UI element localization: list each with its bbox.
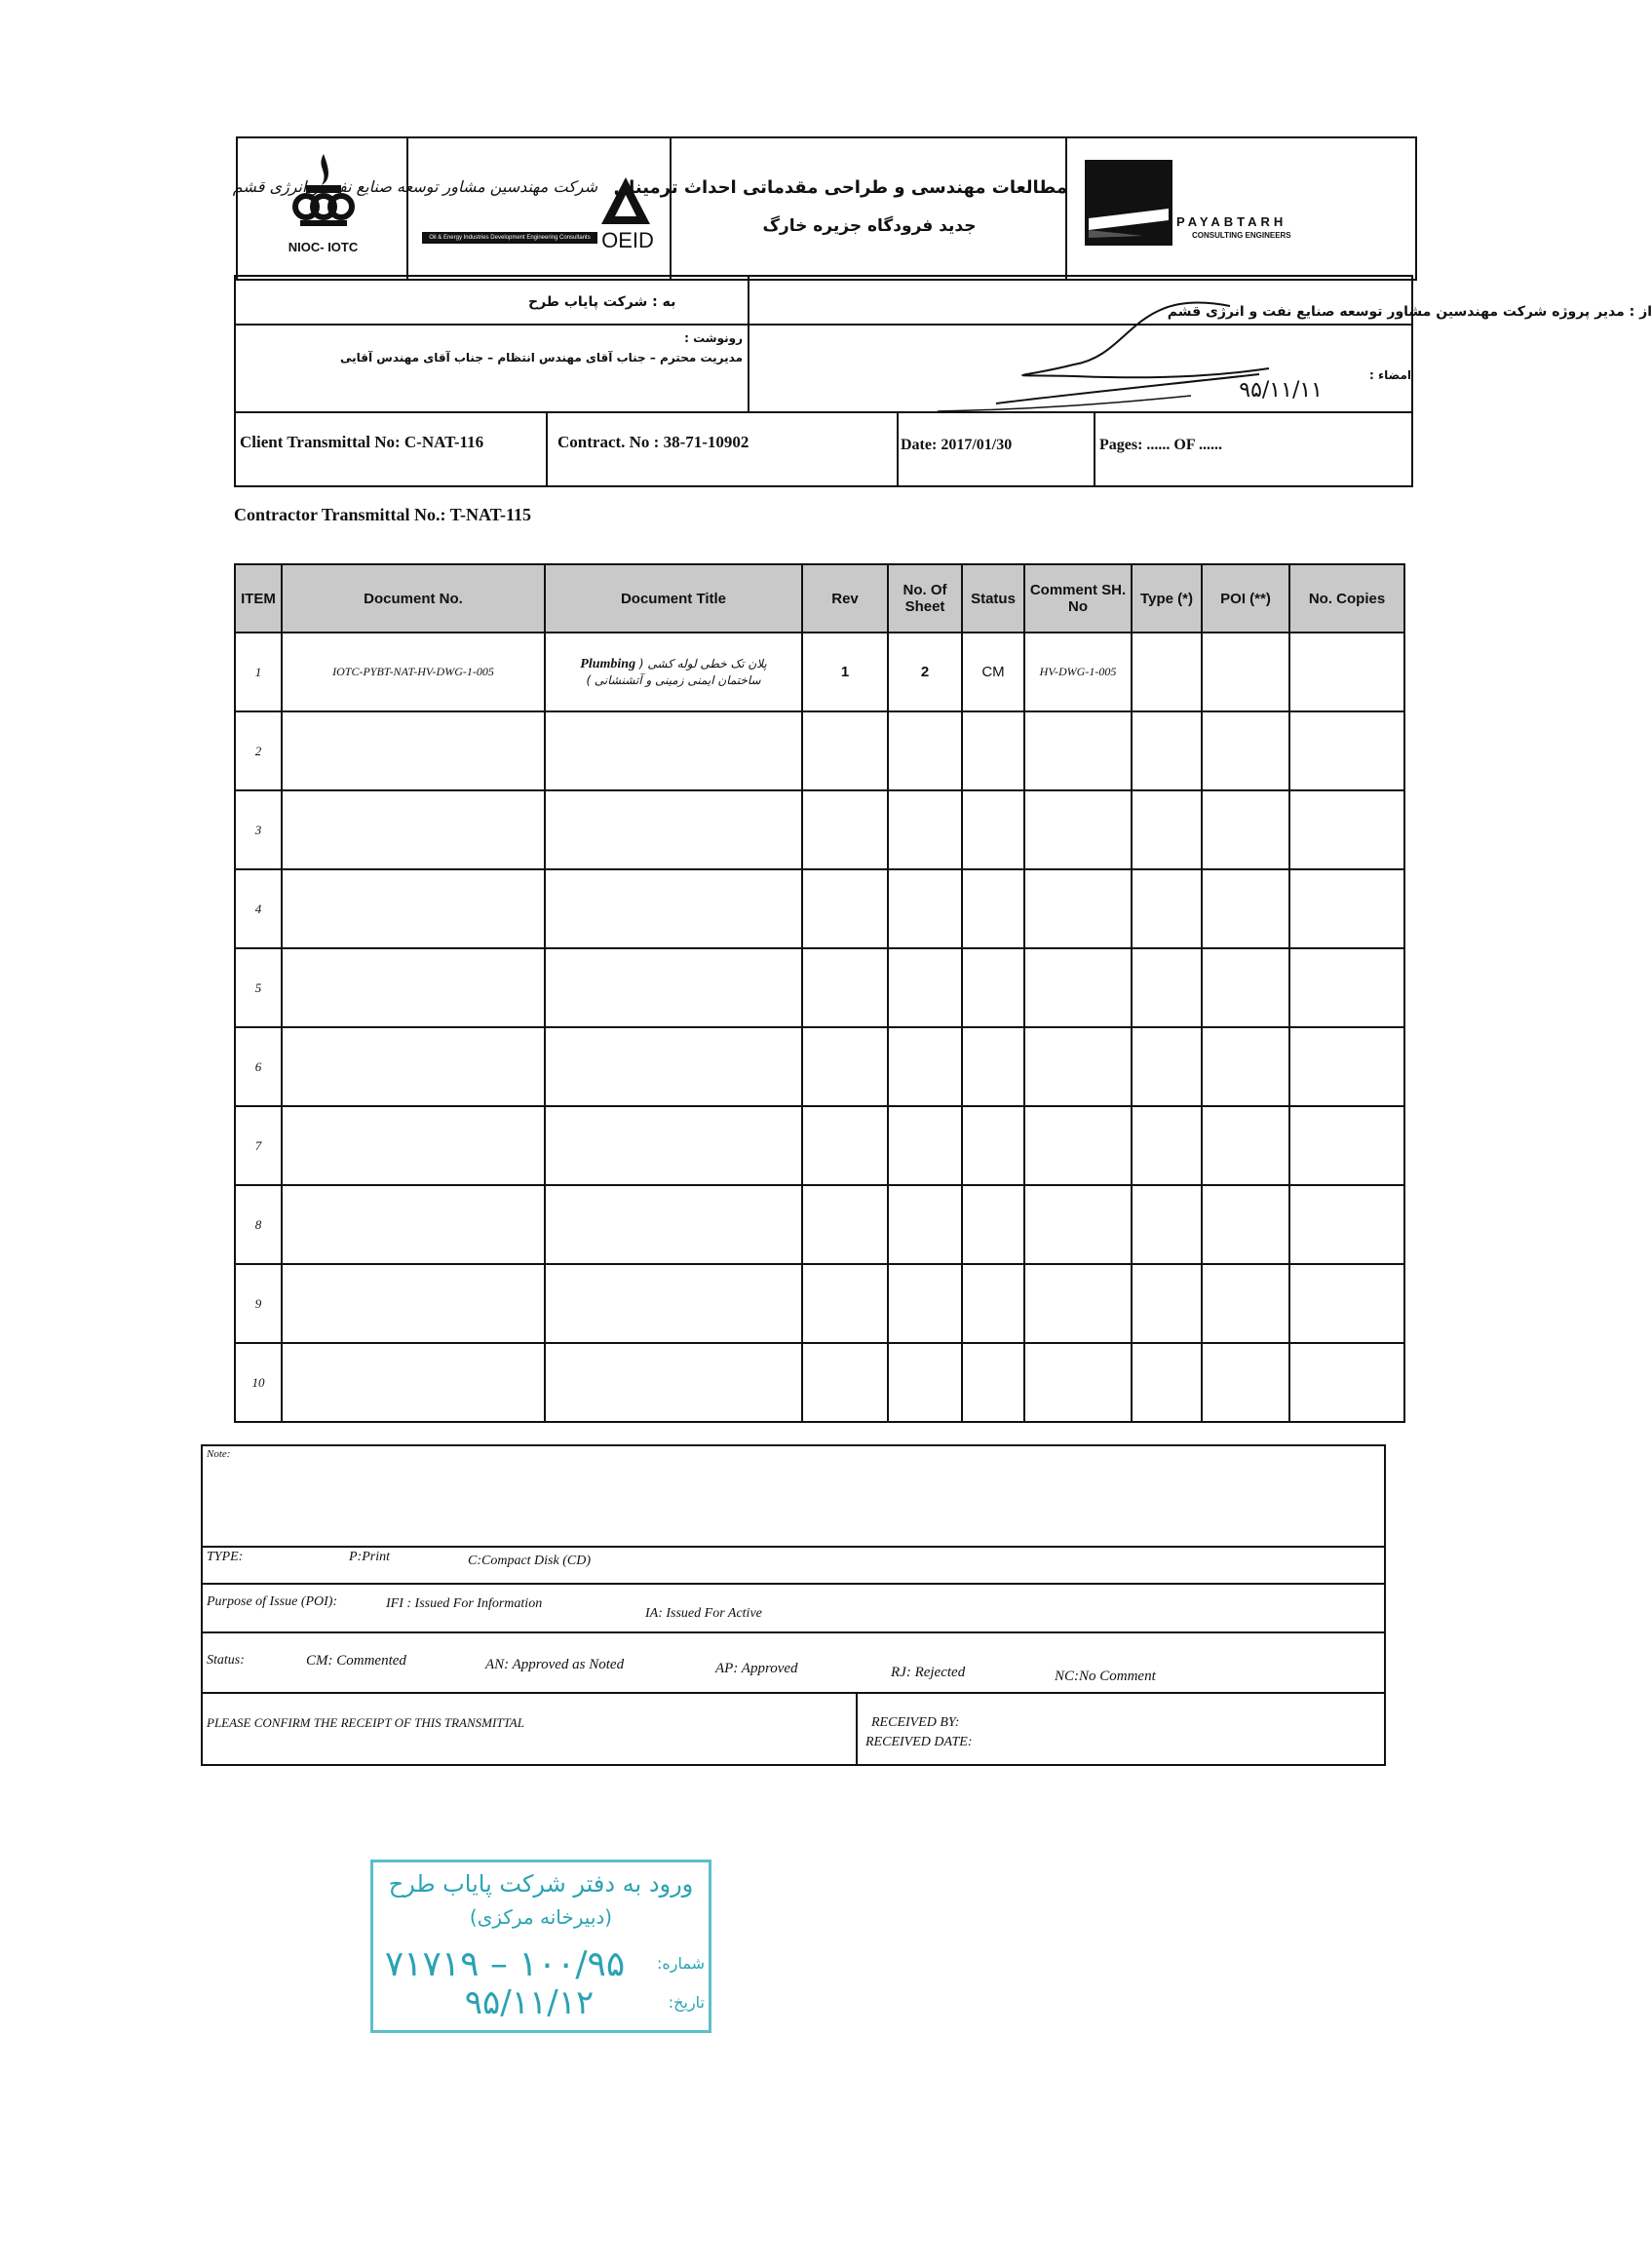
table-row (235, 1027, 1404, 1106)
row-title-fa-2: ساختمان ایمنی زمینی و آتشنشانی ) (586, 673, 761, 687)
legend-block (201, 1444, 1386, 1766)
stamp-date-label: تاریخ: (668, 1993, 705, 2012)
payabtarh-subtitle: CONSULTING ENGINEERS (1192, 231, 1291, 240)
col-comment-sh-no: Comment SH. No (1024, 564, 1132, 633)
table-row (235, 711, 1404, 790)
row-document-title (545, 633, 802, 711)
col-poi: POI (**) (1202, 564, 1289, 633)
niok-logo-cell (238, 138, 408, 279)
row-item: 10 (235, 1343, 282, 1422)
type-print: P:Print (349, 1550, 390, 1564)
table-row (235, 790, 1404, 869)
routing-row-2 (234, 324, 1413, 413)
document-table (234, 563, 1405, 1423)
stamp-number-value: ۷۱۷۱۹ – ۱۰۰/۹۵ (384, 1944, 626, 1984)
payabtarh-name: PAYABTARH (1176, 214, 1287, 229)
status-an: AN: Approved as Noted (485, 1657, 625, 1672)
table-header-row (235, 564, 1404, 633)
row-item: 5 (235, 948, 282, 1027)
confirm-receipt-text: PLEASE CONFIRM THE RECEIPT OF THIS TRANSMITTAL (207, 1715, 524, 1730)
niok-label: NIOC- IOTC (288, 240, 359, 254)
col-document-no: Document No. (282, 564, 545, 633)
payabtarh-logo-icon (1085, 160, 1172, 246)
transmittal-date: Date: 2017/01/30 (901, 437, 1013, 453)
table-row (235, 633, 1404, 711)
contractor-transmittal: Contractor Transmittal No.: T-NAT-115 (234, 505, 532, 524)
received-date-label: RECEIVED DATE: (865, 1735, 973, 1749)
row-title-en: Plumbing (580, 657, 636, 672)
col-no-of-sheet: No. Of Sheet (888, 564, 962, 633)
row-item: 4 (235, 869, 282, 948)
row-item: 6 (235, 1027, 282, 1106)
header-block (232, 136, 1417, 281)
table-row (235, 1106, 1404, 1185)
poi-ia: IA: Issued For Active (645, 1606, 762, 1621)
col-rev: Rev (802, 564, 888, 633)
row-item: 9 (235, 1264, 282, 1343)
table-row (235, 1264, 1404, 1343)
status-nc: NC:No Comment (1055, 1669, 1156, 1684)
pages-field: Pages: ...... OF ...... (1099, 437, 1223, 453)
signature-label: امضاء : (1369, 368, 1411, 382)
status-label: Status: (207, 1653, 245, 1668)
status-rj: RJ: Rejected (891, 1665, 966, 1680)
col-document-title: Document Title (545, 564, 802, 633)
row-comment-sh-no: HV-DWG-1-005 (1024, 633, 1132, 711)
note-label: Note: (207, 1448, 231, 1460)
poi-ifi: IFI : Issued For Information (386, 1596, 543, 1611)
row-no-copies (1289, 633, 1404, 711)
niok-flame-logo-icon (287, 152, 361, 242)
client-transmittal: Client Transmittal No: C-NAT-116 (240, 433, 484, 451)
to-field: به : شرکت پایاب طرح (528, 294, 676, 310)
signature-date: ۹۵/۱۱/۱۱ (1239, 378, 1323, 403)
col-item: ITEM (235, 564, 282, 633)
from-field: از : مدیر پروژه شرکت مهندسین مشاور توسعه صنایع نفت و انرژی قشم (1167, 304, 1652, 320)
payabtarh-logo-cell (1067, 138, 1415, 279)
oeid-logo-text: OEID (601, 228, 654, 252)
row-type (1132, 633, 1202, 711)
table-row (235, 1185, 1404, 1264)
type-cd: C:Compact Disk (CD) (468, 1554, 591, 1568)
contract-number: Contract. No : 38-71-10902 (557, 433, 749, 451)
poi-label: Purpose of Issue (POI): (207, 1594, 338, 1609)
table-row (235, 948, 1404, 1027)
row-rev: 1 (802, 633, 888, 711)
row-item: 3 (235, 790, 282, 869)
table-row (235, 1343, 1404, 1422)
row-item: 2 (235, 711, 282, 790)
cc-label: رونوشت : (684, 331, 743, 345)
table-row (235, 869, 1404, 948)
col-status: Status (962, 564, 1024, 633)
project-title-line1: مطالعات مهندسی و طراحی مقدماتی احداث ترمینال (613, 177, 1067, 198)
row-poi (1202, 633, 1289, 711)
row-item: 7 (235, 1106, 282, 1185)
stamp-date-value: ۹۵/۱۱/۱۲ (464, 1983, 595, 2022)
status-cm: CM: Commented (306, 1653, 406, 1669)
cc-value: مدیریت محترم – جناب آقای مهندس انتظام – جناب آقای مهندس آقایی (339, 351, 743, 365)
col-no-copies: No. Copies (1289, 564, 1404, 633)
stamp-line1: ورود به دفتر شرکت پایاب طرح (388, 1870, 694, 1898)
row-no-of-sheet: 2 (888, 633, 962, 711)
stamp-number-label: شماره: (656, 1954, 705, 1973)
col-type: Type (*) (1132, 564, 1202, 633)
row-item: 8 (235, 1185, 282, 1264)
row-document-no: IOTC-PYBT-NAT-HV-DWG-1-005 (282, 633, 545, 711)
stamp-line2: (دبیرخانه مرکزی) (469, 1905, 613, 1929)
received-by-label: RECEIVED BY: (871, 1715, 960, 1730)
row-item: 1 (235, 633, 282, 711)
project-title-line2: جدید فرودگاه جزیره خارگ (762, 216, 977, 236)
row-status: CM (962, 633, 1024, 711)
oeid-english-name: Oil & Energy Industries Development Engineering Consultants (422, 232, 597, 244)
receipt-stamp (370, 1860, 711, 2033)
type-label: TYPE: (207, 1550, 244, 1564)
status-ap: AP: Approved (715, 1661, 798, 1676)
row-title-fa-1: پلان تک خطی لوله کشی ( (638, 657, 767, 671)
info-row (234, 411, 1413, 487)
oeid-persian-name: شرکت مهندسین مشاور توسعه صنایع نفت و انرژی قشم (232, 177, 597, 196)
